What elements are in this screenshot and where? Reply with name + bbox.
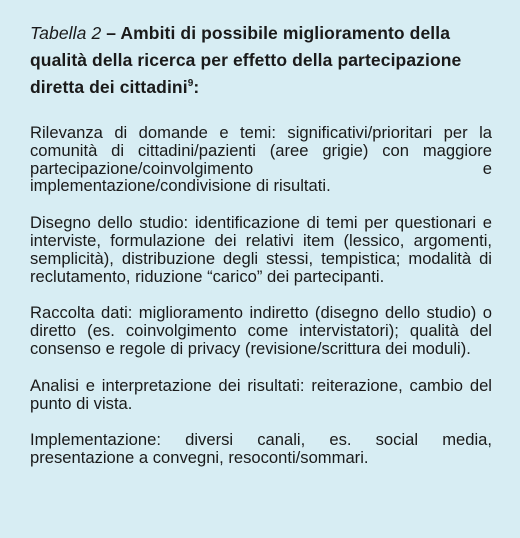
title-colon: : [193, 77, 200, 97]
caption-dash: – [101, 23, 121, 43]
paragraph-implementazione: Implementazione: diversi canali, es. social media, presentazione a convegni, resoconti/sommari. [30, 430, 492, 468]
paragraph-analisi: Analisi e interpretazione dei risultati: reiterazione, cambio del punto di vista. [30, 375, 492, 413]
table-caption [30, 20, 492, 101]
table-title: Ambiti di possibile miglioramento della qualità della ricerca per effetto della partecipazione diretta dei cittadini [30, 23, 462, 97]
paragraph-rilevanza: Rilevanza di domande e temi: significativi/prioritari per la comunità di cittadini/pazienti (aree grigie) con maggiore partecipazione/coinvolgimento e implementazione/condivisione di risultati. [30, 123, 492, 196]
paragraph-disegno: Disegno dello studio: identificazione di temi per questionari e interviste, formulazione dei relativi item (lessico, argomenti, semplicità), distribuzione degli stessi, tempistica; modalità di reclutamento, riduzione “carico” dei partecipanti. [30, 213, 492, 286]
paragraph-raccolta: Raccolta dati: miglioramento indiretto (disegno dello studio) o diretto (es. coinvolgimento come intervistatori); qualità del consenso e regole di privacy (revisione/scrittura dei moduli). [30, 303, 492, 358]
table-label: Tabella 2 [30, 23, 102, 43]
footnote-reference: 9 [187, 78, 194, 90]
